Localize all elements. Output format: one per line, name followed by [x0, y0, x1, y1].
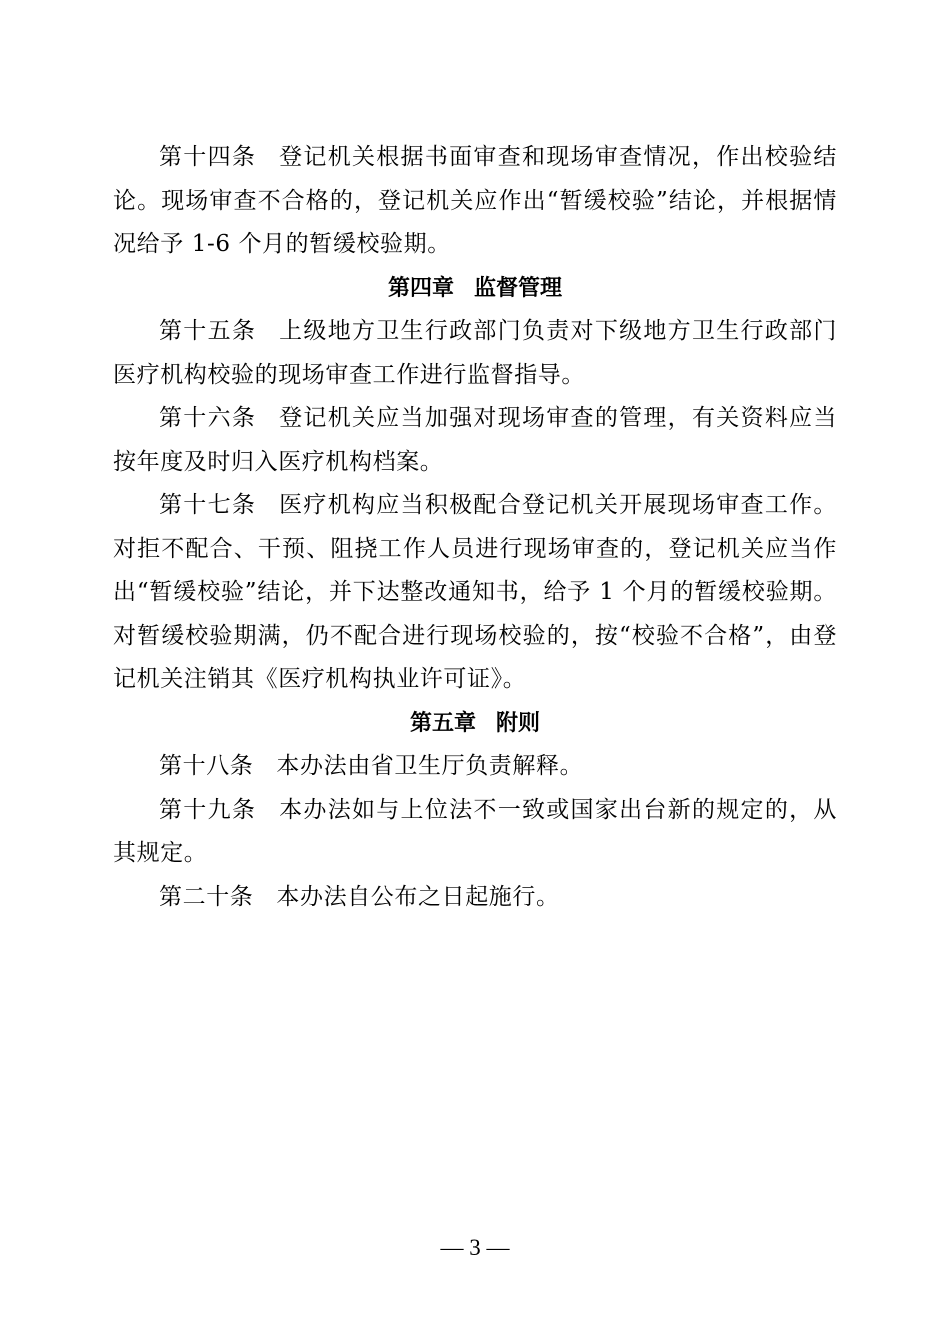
article-text: 本办法由省卫生厅负责解释。 [276, 753, 584, 779]
article-17 [113, 484, 837, 702]
article-text: 医疗机构应当积极配合登记机关开展现场审查工作。对拒不配合、干预、阻挠工作人员进行现场审查的，登记机关应当作出“暂缓校验”结论，并下达整改通知书，给予 1 个月的暂缓校验期。对暂缓校验期满，仍不配合进行现场校验的，按“校验不合格”，由登记机关注销其《医疗机构执业许可证》。 [113, 492, 837, 692]
article-label: 第十七条 [159, 492, 257, 518]
article-text: 本办法自公布之日起施行。 [276, 883, 560, 910]
article-15 [113, 310, 837, 397]
article-14 [113, 136, 837, 267]
article-label: 第十四条 [159, 144, 257, 170]
article-18 [113, 745, 837, 789]
article-text: 登记机关应当加强对现场审查的管理，有关资料应当按年度及时归入医疗机构档案。 [113, 405, 837, 475]
chapter-title: 监督管理 [474, 275, 563, 301]
article-19 [113, 789, 837, 876]
article-16 [113, 397, 837, 484]
chapter-number: 第五章 [409, 710, 476, 736]
article-text: 登记机关根据书面审查和现场审查情况，作出校验结论。现场审查不合格的，登记机关应作出“暂缓校验”结论，并根据情况给予 1-6 个月的暂缓校验期。 [113, 144, 837, 257]
page-number: — 3 — [440, 1235, 510, 1260]
document-body [113, 136, 837, 919]
chapter-number: 第四章 [387, 275, 454, 301]
article-label: 第二十条 [159, 883, 254, 910]
article-text: 上级地方卫生行政部门负责对下级地方卫生行政部门医疗机构校验的现场审查工作进行监督指导。 [113, 318, 837, 388]
article-20 [113, 876, 837, 920]
article-label: 第十九条 [159, 796, 257, 823]
article-text: 本办法如与上位法不一致或国家出台新的规定的，从其规定。 [113, 796, 837, 866]
article-label: 第十五条 [159, 318, 257, 344]
chapter-5-heading [113, 702, 837, 746]
article-label: 第十八条 [159, 753, 254, 779]
article-label: 第十六条 [159, 405, 257, 431]
chapter-title: 附则 [496, 710, 541, 736]
chapter-4-heading [113, 267, 837, 311]
